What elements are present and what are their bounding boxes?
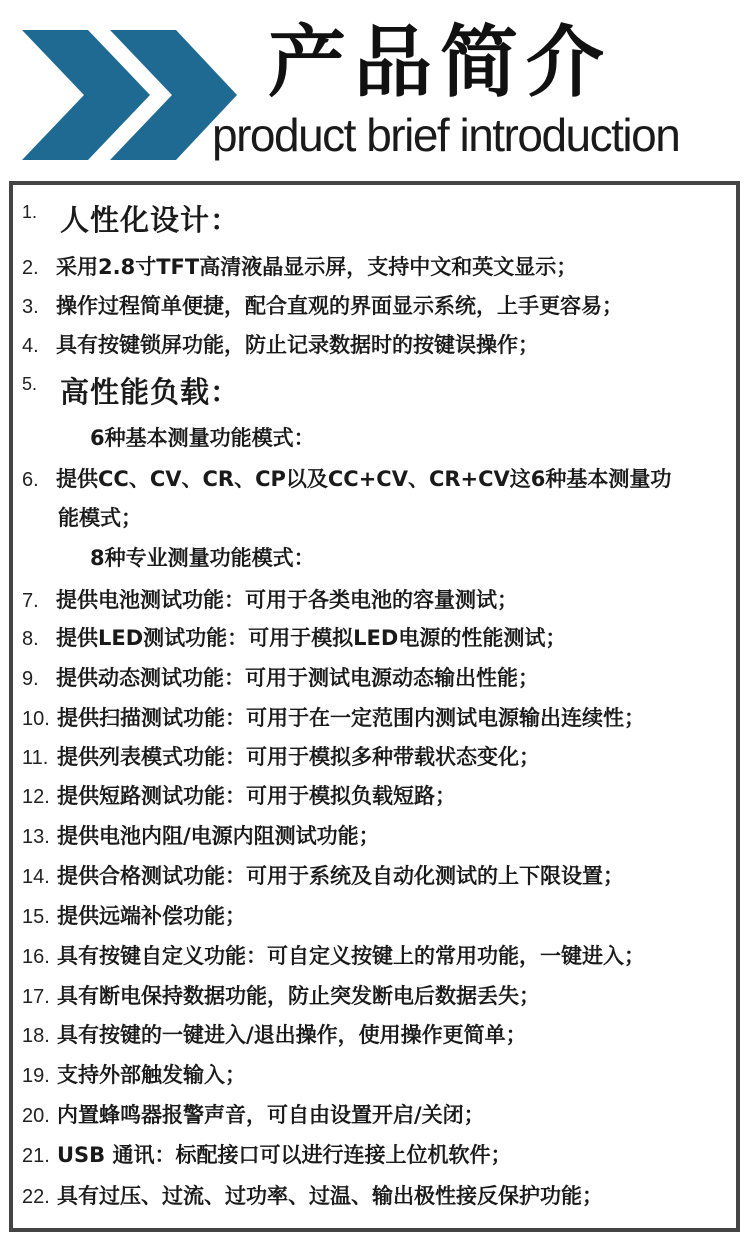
item-text: 具有过压、过流、过功率、过温、输出极性接反保护功能； bbox=[57, 1184, 603, 1208]
list-item bbox=[22, 469, 671, 490]
item-text: 提供LED测试功能：可用于模拟LED电源的性能测试； bbox=[56, 626, 567, 650]
item-number: 2. bbox=[22, 257, 39, 279]
item-number: 14. bbox=[22, 866, 50, 888]
item-text: 提供电池内阻/电源内阻测试功能； bbox=[57, 824, 380, 848]
item-number: 5. bbox=[22, 374, 38, 394]
list-item bbox=[22, 1105, 485, 1126]
item-number: 13. bbox=[22, 826, 50, 848]
item-number: 10. bbox=[22, 708, 50, 730]
item-number: 15. bbox=[22, 906, 50, 928]
item-number: 17. bbox=[22, 986, 50, 1008]
list-item bbox=[22, 296, 623, 317]
list-item bbox=[22, 1145, 512, 1166]
item-number: 1. bbox=[22, 202, 38, 222]
list-item bbox=[22, 628, 566, 649]
item-number: 6. bbox=[22, 469, 39, 491]
list-item bbox=[22, 668, 539, 689]
item-text: 提供电池测试功能：可用于各类电池的容量测试； bbox=[56, 588, 518, 612]
item-text: 人性化设计： bbox=[60, 203, 241, 237]
item-number: 20. bbox=[22, 1105, 50, 1127]
item-text: 提供短路测试功能：可用于模拟负载短路； bbox=[57, 784, 456, 808]
item-number: 18. bbox=[22, 1025, 50, 1047]
item-text: 提供列表模式功能：可用于模拟多种带载状态变化； bbox=[57, 745, 540, 769]
list-item bbox=[22, 1065, 246, 1086]
header bbox=[0, 0, 750, 180]
item-text: 提供合格测试功能：可用于系统及自动化测试的上下限设置； bbox=[57, 864, 624, 888]
list-item-continuation bbox=[58, 508, 142, 529]
list-item bbox=[22, 708, 645, 729]
list-item bbox=[22, 335, 539, 356]
item-text: 提供扫描测试功能：可用于在一定范围内测试电源输出连续性； bbox=[57, 706, 645, 730]
list-item bbox=[22, 1186, 603, 1207]
item-text: 具有断电保持数据功能，防止突发断电后数据丢失； bbox=[57, 984, 540, 1008]
item-number: 12. bbox=[22, 786, 50, 808]
item-text: 具有按键锁屏功能，防止记录数据时的按键误操作； bbox=[56, 333, 539, 357]
item-text-continuation: 能模式； bbox=[58, 506, 142, 530]
item-text: 提供远端补偿功能； bbox=[57, 904, 246, 928]
item-text: 高性能负载： bbox=[60, 375, 241, 409]
page-title-english: product brief introduction bbox=[212, 109, 680, 161]
item-number: 4. bbox=[22, 335, 39, 357]
item-number: 19. bbox=[22, 1065, 50, 1087]
subsection-heading bbox=[90, 548, 315, 569]
item-number: 7. bbox=[22, 590, 39, 612]
item-text: USB 通讯：标配接口可以进行连接上位机软件； bbox=[57, 1143, 512, 1167]
item-text: 提供CC、CV、CR、CP以及CC+CV、CR+CV这6种基本测量功 bbox=[56, 467, 672, 491]
item-text: 提供动态测试功能：可用于测试电源动态输出性能； bbox=[56, 666, 539, 690]
item-number: 3. bbox=[22, 296, 39, 318]
list-item bbox=[22, 946, 645, 967]
list-item bbox=[22, 906, 246, 927]
list-item bbox=[22, 786, 456, 807]
subsection-text: 6种基本测量功能模式： bbox=[90, 426, 315, 450]
item-text: 采用2.8寸TFT高清液晶显示屏，支持中文和英文显示； bbox=[56, 255, 578, 279]
subsection-heading bbox=[90, 428, 315, 449]
subsection-text: 8种专业测量功能模式： bbox=[90, 546, 315, 570]
list-item bbox=[22, 866, 624, 887]
list-item bbox=[22, 747, 540, 768]
item-text: 内置蜂鸣器报警声音，可自由设置开启/关闭； bbox=[57, 1103, 485, 1127]
item-number: 9. bbox=[22, 668, 39, 690]
item-text: 支持外部触发输入； bbox=[57, 1063, 246, 1087]
double-chevron-right-icon bbox=[22, 30, 237, 160]
list-item bbox=[22, 1025, 527, 1046]
item-text: 具有按键自定义功能：可自定义按键上的常用功能，一键进入； bbox=[57, 944, 645, 968]
item-number: 22. bbox=[22, 1186, 50, 1208]
list-item-heading bbox=[22, 203, 240, 235]
page-title-chinese: 产品简介 bbox=[268, 17, 613, 108]
item-text: 操作过程简单便捷，配合直观的界面显示系统，上手更容易； bbox=[56, 294, 623, 318]
list-item bbox=[22, 590, 518, 611]
item-number: 21. bbox=[22, 1145, 50, 1167]
list-item-heading bbox=[22, 375, 240, 407]
item-number: 11. bbox=[22, 747, 49, 769]
list-item bbox=[22, 986, 540, 1007]
item-number: 8. bbox=[22, 628, 39, 650]
list-item bbox=[22, 826, 380, 847]
item-text: 具有按键的一键进入/退出操作，使用操作更简单； bbox=[57, 1023, 527, 1047]
list-item bbox=[22, 257, 577, 278]
item-number: 16. bbox=[22, 946, 50, 968]
